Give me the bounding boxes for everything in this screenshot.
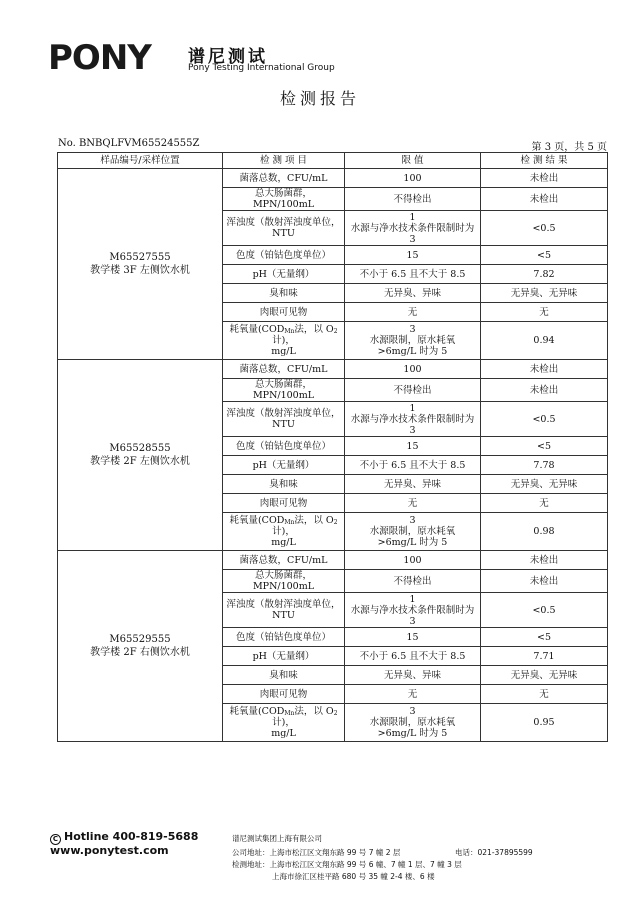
sample-location: 教学楼 3F 左侧饮水机 (90, 265, 190, 276)
test-item-item-sub: Mn (284, 710, 295, 717)
limit-cell: 不小于 6.5 且不大于 8.5 (345, 265, 481, 284)
test-item-cell (223, 704, 345, 742)
header-result: 检 测 结 果 (481, 153, 608, 169)
company-address-label: 公司地址： (232, 848, 270, 857)
test-item-cell: 菌落总数，CFU/mL (223, 169, 345, 188)
limit-cell: 1 水源与净水技术条件限制时为 3 (345, 211, 481, 246)
result-cell: <0.5 (481, 593, 608, 628)
hotline-text: Hotline 400-819-5688 (64, 830, 199, 843)
test-item-item-mid: 法，以 O (294, 706, 334, 717)
lab-address-line-1: 上海市松江区文翔东路 99 号 6 幢、7 幢 1 层、7 幢 3 层 (269, 860, 462, 869)
website-link[interactable]: www.ponytest.com (50, 844, 169, 857)
result-cell: 无 (481, 685, 608, 704)
result-cell: 无 (481, 303, 608, 322)
test-item-cell: 色度（铂钴色度单位） (223, 246, 345, 265)
test-item-cell: 总大肠菌群，MPN/100mL (223, 570, 345, 593)
result-cell: 未检出 (481, 570, 608, 593)
limit-cell: 不得检出 (345, 570, 481, 593)
limit-cell: 不得检出 (345, 379, 481, 402)
test-item-item-sub: Mn (284, 519, 295, 526)
test-item-cell: 色度（铂钴色度单位） (223, 437, 345, 456)
company-address-value: 上海市松江区文翔东路 99 号 7 幢 2 层 (269, 848, 401, 857)
result-cell: <5 (481, 246, 608, 265)
result-cell: 未检出 (481, 551, 608, 570)
logo-chinese-name: 谱尼测试 (188, 47, 268, 67)
table-header-row (58, 153, 608, 169)
limit-cell: 3 水源限制，原水耗氧 >6mg/L 时为 5 (345, 513, 481, 551)
table-row (58, 169, 608, 188)
limit-cell: 无 (345, 685, 481, 704)
test-item-cell: 臭和味 (223, 475, 345, 494)
result-cell: 0.98 (481, 513, 608, 551)
lab-address (232, 859, 462, 870)
limit-cell: 不得检出 (345, 188, 481, 211)
test-item-cell: 浑浊度（散射浑浊度单位，NTU (223, 211, 345, 246)
lab-address-label: 检测地址： (232, 860, 270, 869)
sample-id: M65527555 (109, 252, 171, 263)
test-item-item-sub2: 2 (333, 519, 338, 526)
test-item-cell: 臭和味 (223, 284, 345, 303)
result-cell: 未检出 (481, 188, 608, 211)
test-item-item-main: 耗氧量(COD (229, 324, 285, 335)
sample-cell (58, 551, 223, 742)
result-cell: <5 (481, 628, 608, 647)
result-cell: 7.71 (481, 647, 608, 666)
header-sample-location: 样品编号/采样位置 (58, 153, 223, 169)
logo-english-name: Pony Testing International Group (188, 63, 335, 73)
phone-label: 电话： (455, 848, 478, 857)
test-item-cell: pH（无量纲） (223, 647, 345, 666)
copyright-c-icon: C (50, 834, 61, 845)
result-cell: 未检出 (481, 379, 608, 402)
test-item-item-mid: 法，以 O (294, 324, 334, 335)
table-row (58, 360, 608, 379)
sample-id: M65528555 (109, 443, 171, 454)
limit-cell: 100 (345, 360, 481, 379)
test-item-item-end: 计)， mg/L (271, 717, 296, 739)
header-limit: 限 值 (345, 153, 481, 169)
test-item-cell: 肉眼可见物 (223, 685, 345, 704)
report-title: 检测报告 (279, 89, 360, 108)
hotline (50, 830, 198, 845)
result-cell: 无 (481, 494, 608, 513)
limit-cell: 无异臭、异味 (345, 475, 481, 494)
limit-cell: 15 (345, 437, 481, 456)
test-item-item-mid: 法，以 O (294, 515, 334, 526)
limit-cell: 3 水源限制，原水耗氧 >6mg/L 时为 5 (345, 704, 481, 742)
test-item-cell (223, 513, 345, 551)
test-item-cell: 菌落总数，CFU/mL (223, 360, 345, 379)
company-name: 谱尼测试集团上海有限公司 (232, 834, 322, 843)
test-item-cell: 色度（铂钴色度单位） (223, 628, 345, 647)
test-item-item-sub2: 2 (333, 328, 338, 335)
result-cell: 7.78 (481, 456, 608, 475)
limit-cell: 15 (345, 628, 481, 647)
result-cell: <0.5 (481, 211, 608, 246)
limit-cell: 无 (345, 303, 481, 322)
logo-wordmark: PONY (48, 38, 151, 78)
phone-value: 021-37895599 (477, 848, 533, 857)
test-item-cell: pH（无量纲） (223, 456, 345, 475)
page-indicator: 第 3 页，共 5 页 (531, 142, 607, 153)
limit-cell: 1 水源与净水技术条件限制时为 3 (345, 402, 481, 437)
limit-cell: 1 水源与净水技术条件限制时为 3 (345, 593, 481, 628)
result-cell: 无异臭、无异味 (481, 475, 608, 494)
limit-cell: 不小于 6.5 且不大于 8.5 (345, 647, 481, 666)
test-item-item-end: 计)， mg/L (271, 526, 296, 548)
limit-cell: 3 水源限制，原水耗氧 >6mg/L 时为 5 (345, 322, 481, 360)
result-cell: 0.94 (481, 322, 608, 360)
limit-cell: 100 (345, 551, 481, 570)
test-item-cell: 菌落总数，CFU/mL (223, 551, 345, 570)
sample-location: 教学楼 2F 右侧饮水机 (90, 647, 190, 658)
test-item-item-sub: Mn (284, 328, 295, 335)
test-results-table (57, 152, 608, 742)
result-cell: <5 (481, 437, 608, 456)
test-item-cell: pH（无量纲） (223, 265, 345, 284)
result-cell: 未检出 (481, 360, 608, 379)
result-cell: 无异臭、无异味 (481, 284, 608, 303)
test-item-item-end: 计)， mg/L (271, 335, 296, 357)
test-item-cell (223, 322, 345, 360)
lab-address-line-2: 上海市徐汇区桂平路 680 号 35 幢 2-4 楼、6 楼 (272, 872, 435, 881)
test-item-item-main: 耗氧量(COD (229, 515, 285, 526)
limit-cell: 不小于 6.5 且不大于 8.5 (345, 456, 481, 475)
result-cell: 7.82 (481, 265, 608, 284)
report-number: No. BNBQLFVM65524555Z (58, 138, 200, 149)
sample-location: 教学楼 2F 左侧饮水机 (90, 456, 190, 467)
phone (455, 847, 533, 858)
test-item-cell: 肉眼可见物 (223, 303, 345, 322)
limit-cell: 无异臭、异味 (345, 284, 481, 303)
sample-id: M65529555 (109, 634, 171, 645)
test-item-cell: 浑浊度（散射浑浊度单位，NTU (223, 402, 345, 437)
table-row (58, 551, 608, 570)
test-item-cell: 臭和味 (223, 666, 345, 685)
test-item-item-sub2: 2 (333, 710, 338, 717)
limit-cell: 15 (345, 246, 481, 265)
company-address (232, 847, 400, 858)
sample-cell (58, 169, 223, 360)
test-item-item-main: 耗氧量(COD (229, 706, 285, 717)
test-item-cell: 总大肠菌群，MPN/100mL (223, 379, 345, 402)
limit-cell: 100 (345, 169, 481, 188)
result-cell: 未检出 (481, 169, 608, 188)
header-test-item: 检 测 项 目 (223, 153, 345, 169)
limit-cell: 无异臭、异味 (345, 666, 481, 685)
test-item-cell: 浑浊度（散射浑浊度单位，NTU (223, 593, 345, 628)
result-cell: 无异臭、无异味 (481, 666, 608, 685)
result-cell: <0.5 (481, 402, 608, 437)
limit-cell: 无 (345, 494, 481, 513)
test-item-cell: 总大肠菌群，MPN/100mL (223, 188, 345, 211)
red-seal-stamp (620, 330, 640, 450)
test-item-cell: 肉眼可见物 (223, 494, 345, 513)
sample-cell (58, 360, 223, 551)
result-cell: 0.95 (481, 704, 608, 742)
